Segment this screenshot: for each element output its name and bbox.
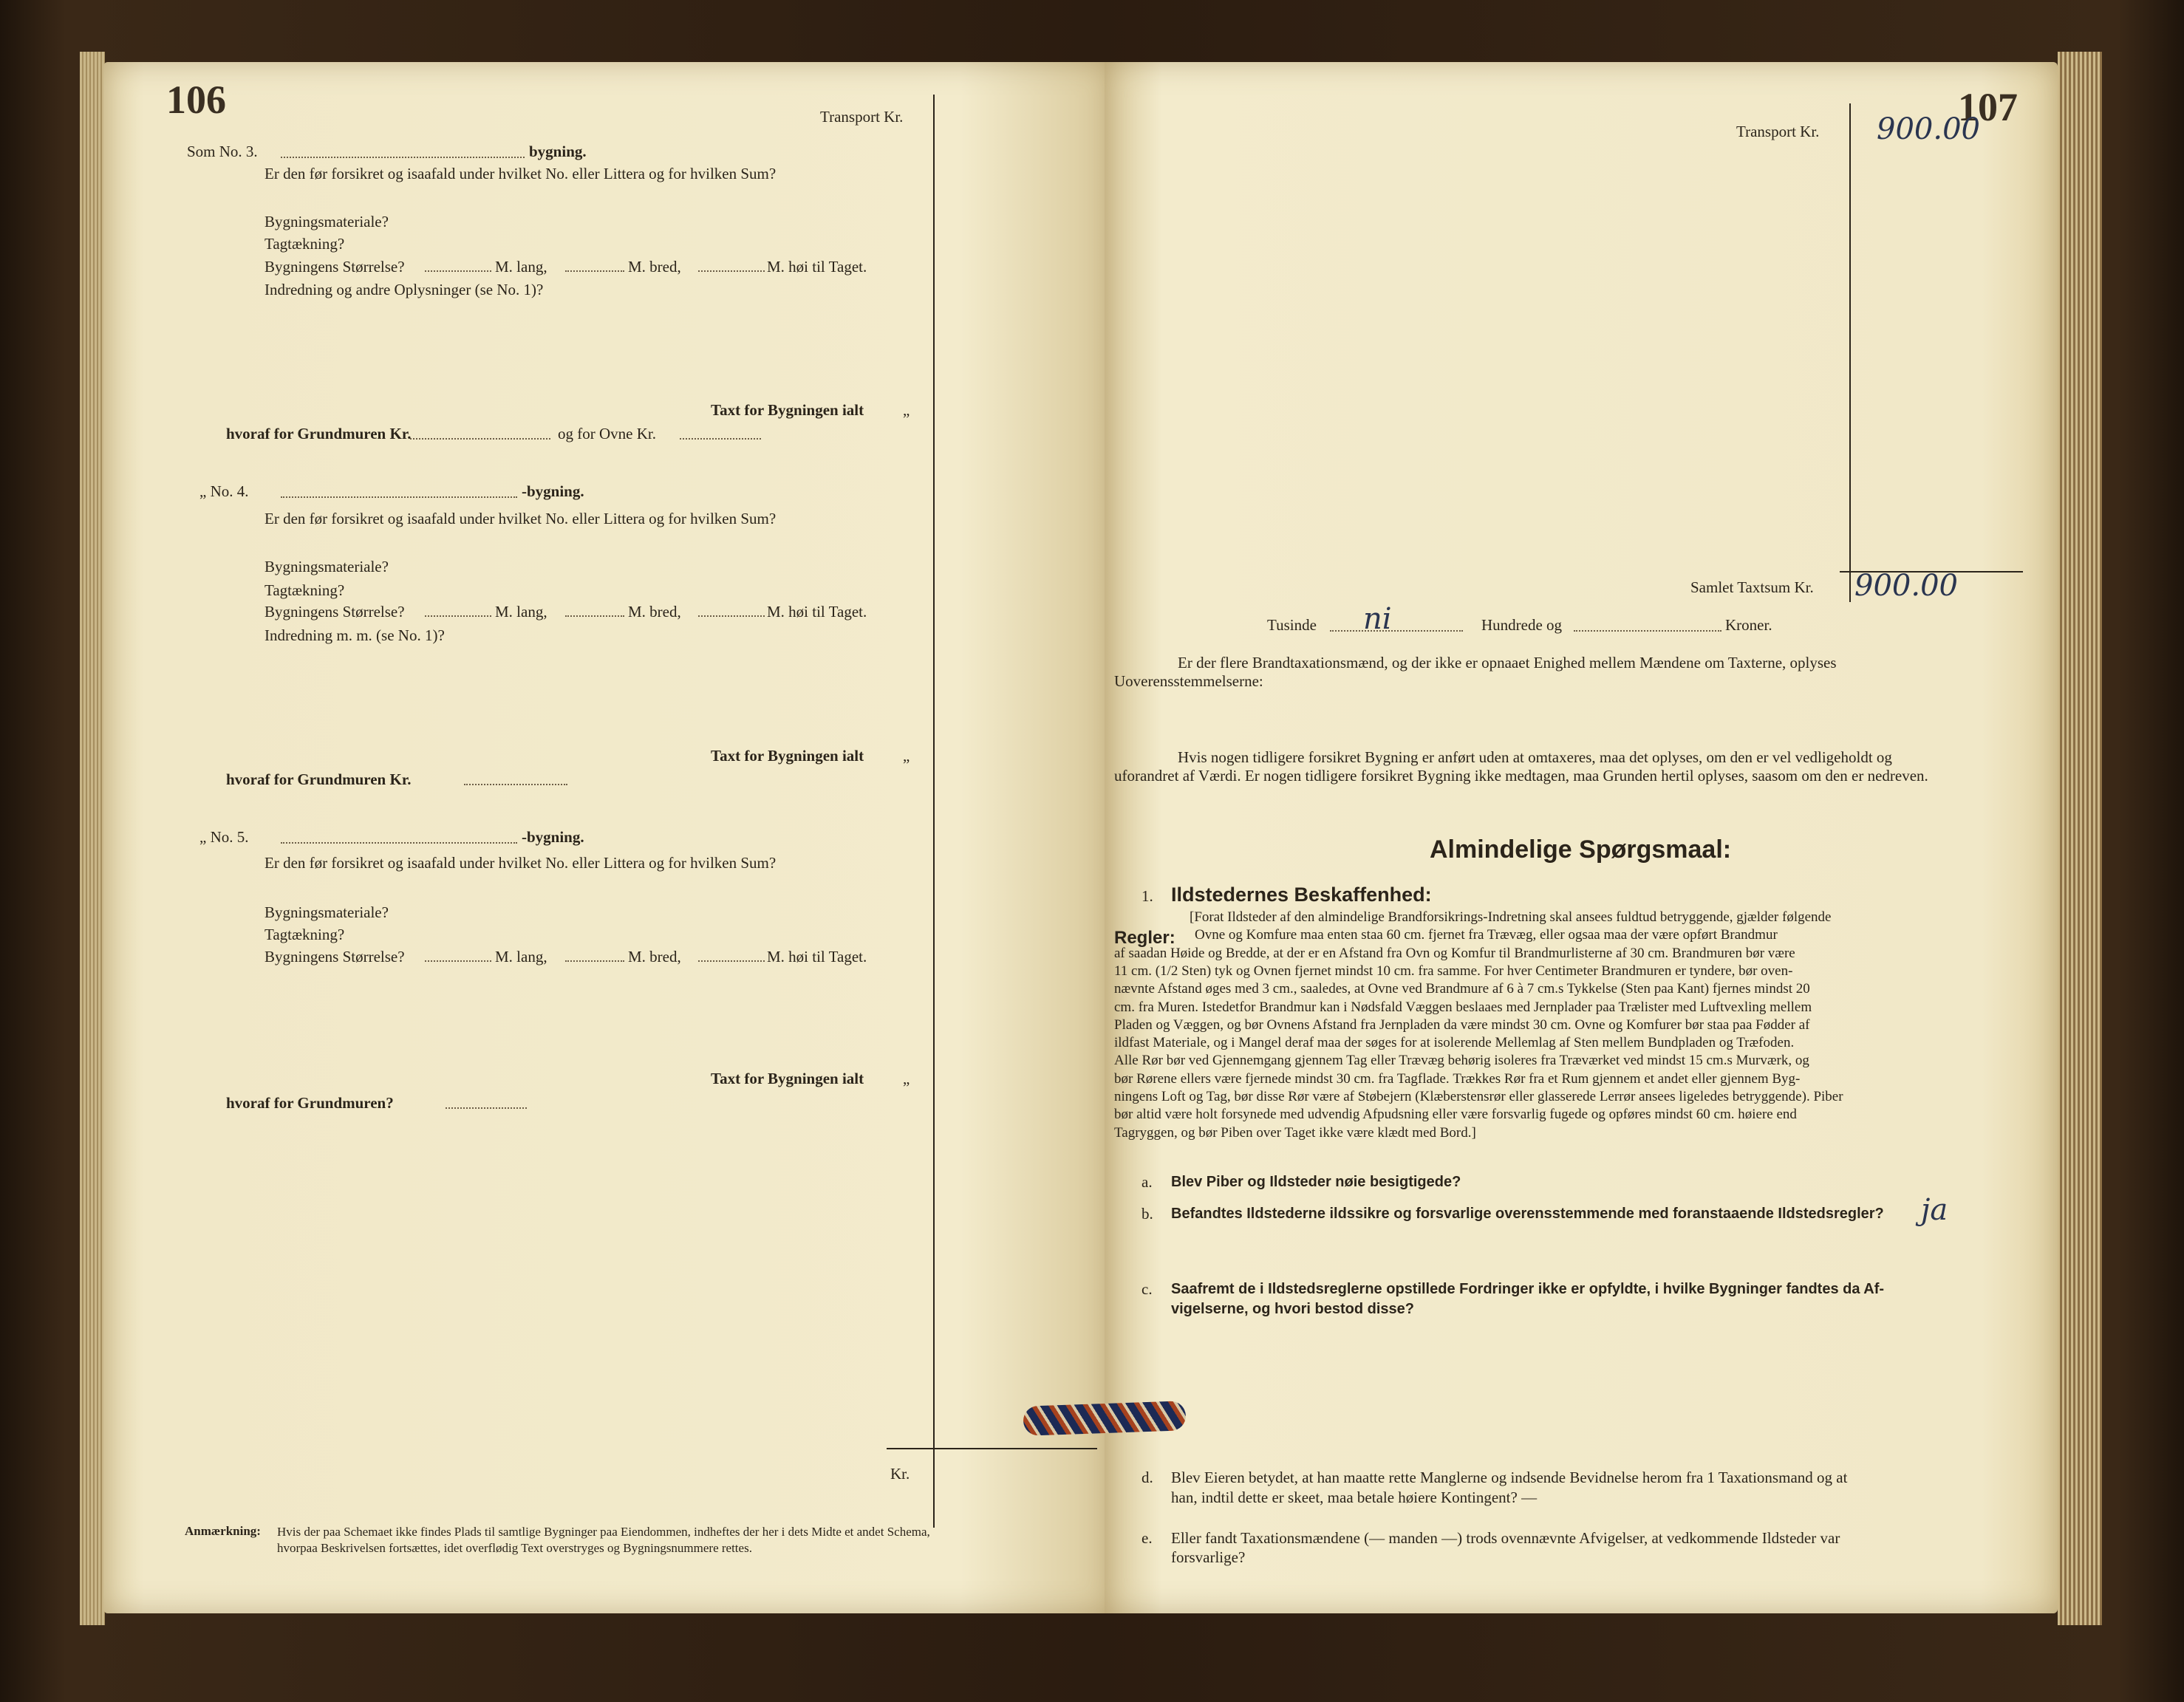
qd-line-2: han, indtil dette er skeet, maa betale høiere Kontingent? — <box>1171 1489 1538 1506</box>
no3-question: Er den før forsikret og isaafald under hvilket No. eller Littera og for hvilken Sum? <box>265 165 777 182</box>
kroner-label: Kroner. <box>1725 616 1772 634</box>
page-number-left: 106 <box>166 78 226 122</box>
section1-number: 1. <box>1142 887 1153 905</box>
no3-bygning: bygning. <box>529 143 587 160</box>
rules-line: ningens Loft og Tag, bør disse Rør være af Støbejern (Klæberstensrør eller glasserede Lerrør ansees ligeledes betryggende). Piber <box>1114 1090 1843 1104</box>
transport-label-right: Transport Kr. <box>1736 123 1820 140</box>
section1-title: Ildstedernes Beskaffenhed: <box>1171 884 1432 906</box>
no3-height-field <box>698 270 765 272</box>
qd-label: d. <box>1142 1469 1153 1486</box>
rules-label: Regler: <box>1114 928 1175 948</box>
rules-line: Tagryggen, og bør Piben over Taget ikke være klædt med Bord.] <box>1114 1125 1476 1140</box>
right-page-edges <box>2058 52 2102 1625</box>
no5-name-field <box>281 842 517 844</box>
no5-height-field <box>698 960 765 962</box>
qe-line-1: Eller fandt Taxationsmændene (— manden —) trods ovennævnte Afvigelser, at vedkommende Ildsteder var <box>1171 1529 1840 1547</box>
rules-line: Ovne og Komfure maa enten staa 60 cm. fjernet fra Trævæg, eller ogsaa maa der være opført Brandmur <box>1195 928 1778 943</box>
kr-label-left: Kr. <box>890 1465 910 1483</box>
total-label: Samlet Taxtsum Kr. <box>1690 578 1814 596</box>
no3-roof: Tagtækning? <box>265 235 345 253</box>
prev-line-1: Hvis nogen tidligere forsikret Bygning er anført uden at omtaxeres, maa det oplyses, om den er vel vedligeholdt og <box>1178 748 1892 766</box>
no5-roof: Tagtækning? <box>265 926 345 943</box>
no3-stoves-field <box>680 438 761 440</box>
no4-prefix: „ No. 4. <box>199 482 249 500</box>
no4-foundation: hvoraf for Grundmuren Kr. <box>226 770 412 788</box>
left-page-edges <box>80 52 105 1625</box>
qa-text: Blev Piber og Ildsteder nøie besigtigede? <box>1171 1174 1461 1190</box>
transport-label-left: Transport Kr. <box>820 108 904 126</box>
no3-width-field <box>565 270 624 272</box>
qe-line-2: forsvarlige? <box>1171 1548 1246 1566</box>
no4-tax-label: Taxt for Bygningen ialt <box>711 747 864 765</box>
rules-line: af saadan Høide og Bredde, at der er en Afstand fra Ovn og Komfur til Brandmurlisterne af 30 cm. Brandmuren bør være <box>1114 946 1795 960</box>
no3-fitting: Indredning og andre Oplysninger (se No. 1)? <box>265 281 544 298</box>
no4-material: Bygningsmateriale? <box>265 558 389 575</box>
transport-value-right: 900.00 <box>1877 112 1980 146</box>
total-rule-left <box>887 1448 1097 1449</box>
rules-line: 11 cm. (1/2 Sten) tyk og Ovnen fjernet mindst 10 cm. fra samme. For hver Centimeter Brandmuren er tyndere, bør oven- <box>1114 963 1793 978</box>
qc-label: c. <box>1142 1280 1153 1298</box>
no5-prefix: „ No. 5. <box>199 828 249 846</box>
no3-foundation-field <box>410 438 550 440</box>
amount-column-rule-left <box>933 95 935 1528</box>
disagree-line-1: Er der flere Brandtaxationsmænd, og der ikke er opnaaet Enighed mellem Mændene om Taxterne, oplyses <box>1178 654 1837 671</box>
no3-tax-label: Taxt for Bygningen ialt <box>711 401 864 419</box>
no4-height-field <box>698 615 765 617</box>
no4-width-field <box>565 615 624 617</box>
rules-line: nævnte Afstand øges med 3 cm., saaledes, at Ovne ved Brandmure af 6 à 7 cm.s Tykkelse (Sten paa Kant) fjernes mindst 20 <box>1114 982 1810 997</box>
no5-hoi: M. høi til Taget. <box>767 948 867 966</box>
no4-bred: M. bred, <box>628 603 681 621</box>
rules-line: bør altid være holt forsynede med udvendig Afpudsning eller være forsvarlig fugede og opføres mindst 60 cm. høiere end <box>1114 1107 1797 1122</box>
no5-width-field <box>565 960 624 962</box>
no4-size: Bygningens Størrelse? <box>265 603 405 621</box>
no3-foundation: hvoraf for Grundmuren Kr. <box>226 425 412 442</box>
total-value: 900.00 <box>1854 569 1958 603</box>
qc-line-2: vigelserne, og hvori bestod disse? <box>1171 1301 1414 1317</box>
qb-answer: ja <box>1921 1193 1948 1227</box>
bookmark-ribbon <box>1023 1401 1186 1436</box>
no4-roof: Tagtækning? <box>265 581 345 599</box>
qb-label: b. <box>1142 1205 1153 1223</box>
no5-foundation: hvoraf for Grundmuren? <box>226 1094 394 1112</box>
no4-tax-mark: „ <box>903 747 910 765</box>
qe-label: e. <box>1142 1529 1153 1547</box>
page-number-right: 107 <box>1958 85 2018 129</box>
rules-line: bør Rørene ellers være fjernede mindst 30 cm. fra Tagfladе. Trækkes Rør fra et Rum gjennem et andet eller gjennem Byg- <box>1114 1071 1801 1086</box>
qc-line-1: Saafremt de i Ildstedsreglerne opstillede Fordringer ikke er opfyldte, i hvilke Bygninger fandtes da Af- <box>1171 1281 1885 1297</box>
no5-length-field <box>425 960 491 962</box>
note-label: Anmærkning: <box>185 1524 261 1538</box>
no4-foundation-field <box>464 784 567 785</box>
hundreds-label: Hundrede og <box>1481 616 1563 634</box>
thousands-field <box>1330 630 1463 632</box>
no4-lang: M. lang, <box>495 603 547 621</box>
thousands-label: Tusinde <box>1267 616 1317 634</box>
thousands-value: ni <box>1363 602 1392 636</box>
no3-prefix: Som No. 3. <box>187 143 258 160</box>
no4-hoi: M. høi til Taget. <box>767 603 867 621</box>
rules-line: cm. fra Muren. Istedetfor Brandmur kan i Nødsfald Væggen beslaaes med Jernplader paa Trælister med Luftvexling mellem <box>1114 999 1812 1014</box>
rules-line: Alle Rør bør ved Gjennemgang gjennem Tag eller Trævæg behørig isoleres fra Træværket ved mindst 15 cm.s Murværk, og <box>1114 1053 1809 1068</box>
qb-text: Befandtes Ildstederne ildssikre og forsvarlige overensstemmende med foranstaaende Ildstedsregler? <box>1171 1206 1884 1222</box>
no3-bred: M. bred, <box>628 258 681 276</box>
hundreds-field <box>1574 630 1721 632</box>
prev-line-2: uforandret af Værdi. Er nogen tidligere forsikret Bygning ikke medtagen, maa Grunden hertil oplyses, saasom om den er nedreven. <box>1114 767 1928 785</box>
no5-bygning: -bygning. <box>522 828 584 846</box>
no5-size: Bygningens Størrelse? <box>265 948 405 966</box>
qd-line-1: Blev Eieren betydet, at han maatte rette Manglerne og indsende Bevidnelse herom fra 1 Taxationsmand og at <box>1171 1469 1848 1486</box>
no3-size: Bygningens Størrelse? <box>265 258 405 276</box>
rules-line: ildfast Materiale, og i Mangel deraf maa der søges for at isolerende Mellemlag af Sten mellem Bundpladen og Træfoden. <box>1114 1036 1795 1050</box>
no5-tax-label: Taxt for Bygningen ialt <box>711 1070 864 1087</box>
no4-fitting: Indredning m. m. (se No. 1)? <box>265 626 445 644</box>
no3-hoi: M. høi til Taget. <box>767 258 867 276</box>
no3-length-field <box>425 270 491 272</box>
amount-column-rule-right <box>1849 103 1851 602</box>
rules-line: [Forat Ildsteder af den almindelige Brandforsikrings-Indretning skal ansees fuldtud betryggende, gjælder følgende <box>1190 910 1832 924</box>
general-heading: Almindelige Spørgsmaal: <box>1430 835 1732 864</box>
left-page <box>103 62 1112 1613</box>
no3-lang: M. lang, <box>495 258 547 276</box>
note-line-1: Hvis der paa Schemaet ikke findes Plads til samtlige Bygninger paa Eiendommen, indheftes der her i dets Midte et andet Schema, <box>277 1525 930 1539</box>
no4-length-field <box>425 615 491 617</box>
no4-question: Er den før forsikret og isaafald under hvilket No. eller Littera og for hvilken Sum? <box>265 510 777 527</box>
disagree-line-2: Uoverensstemmelserne: <box>1114 672 1263 690</box>
no3-material: Bygningsmateriale? <box>265 213 389 230</box>
no5-question: Er den før forsikret og isaafald under hvilket No. eller Littera og for hvilken Sum? <box>265 854 777 872</box>
no5-foundation-field <box>446 1107 527 1109</box>
rules-line: Pladen og Væggen, og bør Ovnens Afstand fra Jernpladen da være mindst 30 cm. Ovne og Komfurer bør staa paa Fødder af <box>1114 1017 1810 1032</box>
no5-lang: M. lang, <box>495 948 547 966</box>
no5-tax-mark: „ <box>903 1070 910 1087</box>
no5-material: Bygningsmateriale? <box>265 903 389 921</box>
no4-bygning: -bygning. <box>522 482 584 500</box>
qa-label: a. <box>1142 1173 1153 1191</box>
no3-stoves: og for Ovne Kr. <box>558 425 656 442</box>
no4-name-field <box>281 496 517 498</box>
no3-tax-mark: „ <box>903 401 910 419</box>
note-line-2: hvorpaa Beskrivelsen fortsættes, idet overflødig Text overstryges og Bygningsnummere rettes. <box>277 1541 752 1555</box>
no3-name-field <box>281 157 525 158</box>
no5-bred: M. bred, <box>628 948 681 966</box>
